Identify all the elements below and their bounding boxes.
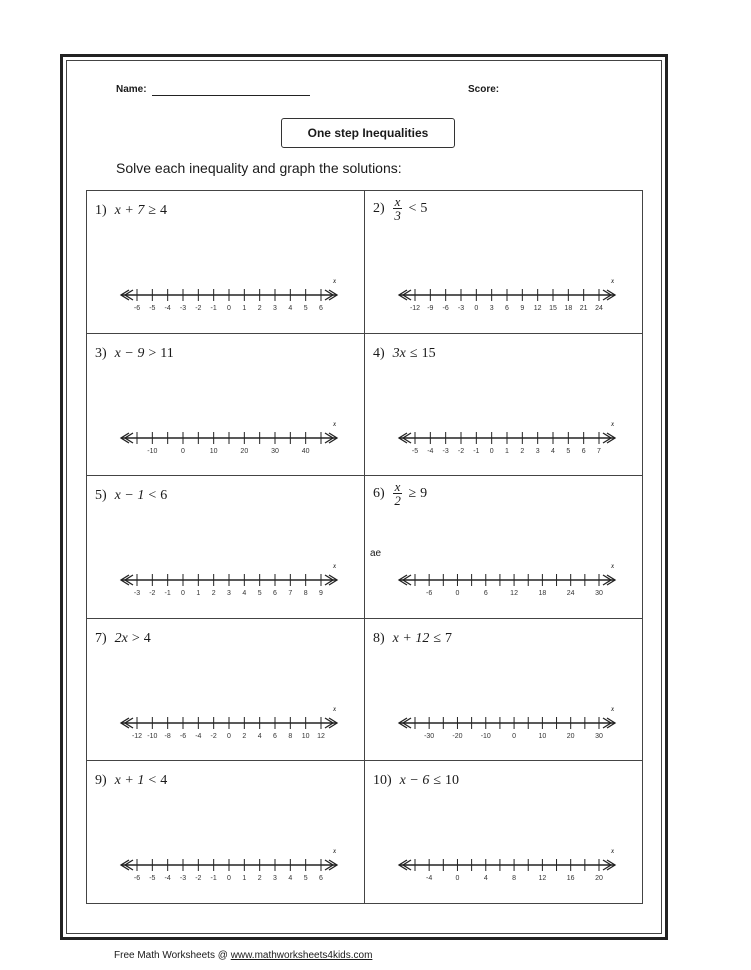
tick-label: 20: [595, 875, 603, 883]
tick-label: -10: [147, 447, 158, 455]
tick-label: 0: [455, 590, 460, 598]
number-line[interactable]: [109, 705, 349, 745]
tick-label: 8: [512, 875, 517, 883]
tick-label: 2: [211, 590, 216, 598]
tick-label: 4: [257, 732, 262, 740]
problem-number: 10): [373, 773, 392, 789]
inequality-operator: ≥: [148, 203, 157, 218]
problem-cell: [365, 476, 642, 619]
tick-label: 5: [303, 305, 308, 312]
tick-label: 6: [319, 305, 323, 312]
tick-label: -3: [179, 875, 187, 883]
lhs-expression: x + 7: [114, 203, 145, 218]
tick-label: 3: [489, 305, 494, 312]
tick-label: 6: [273, 590, 277, 598]
number-line[interactable]: [387, 705, 627, 745]
tick-label: 6: [273, 732, 277, 740]
tick-label: -1: [210, 305, 217, 312]
fraction-numerator: x: [394, 479, 401, 495]
tick-label: 7: [288, 590, 293, 598]
instructions-text: Solve each inequality and graph the solutions:: [116, 160, 402, 176]
worksheet-title: One step Inequalities: [281, 118, 455, 148]
fraction-numerator: x: [394, 194, 401, 209]
tick-label: 12: [538, 875, 547, 883]
tick-label: 10: [301, 732, 310, 740]
problem-number: 5): [95, 488, 107, 504]
tick-label: 0: [489, 447, 494, 455]
tick-label: -4: [164, 305, 171, 312]
tick-label: -2: [195, 305, 202, 312]
tick-label: 0: [181, 447, 185, 455]
tick-label: 10: [209, 447, 218, 455]
tick-label: 18: [538, 590, 547, 598]
tick-label: 12: [533, 305, 542, 312]
problem-cell: [365, 191, 642, 334]
number-line[interactable]: [109, 562, 349, 602]
axis-variable-label: x: [611, 847, 615, 856]
tick-label: -2: [195, 875, 202, 883]
lhs-expression: x + 1: [114, 773, 145, 789]
number-line[interactable]: [387, 847, 627, 887]
tick-label: 4: [551, 447, 555, 455]
tick-label: 6: [483, 590, 488, 598]
tick-label: 3: [273, 305, 277, 312]
problem-number: 6): [373, 485, 385, 501]
tick-label: 2: [257, 875, 262, 883]
axis-variable-label: x: [333, 704, 337, 713]
problem-statement: [373, 346, 436, 362]
tick-label: 3: [227, 590, 231, 598]
tick-label: -8: [164, 732, 171, 740]
tick-label: 2: [520, 447, 525, 455]
tick-label: 0: [227, 732, 231, 740]
tick-label: -1: [210, 875, 217, 883]
tick-label: -3: [133, 590, 141, 598]
inequality-operator: ≤: [433, 773, 442, 789]
tick-label: -3: [179, 305, 187, 312]
tick-label: 1: [505, 447, 509, 455]
lhs-expression: x + 12: [392, 630, 430, 646]
rhs-value: 5: [420, 200, 428, 216]
tick-label: 30: [271, 447, 279, 455]
fraction-denominator: 2: [394, 493, 401, 509]
tick-label: -10: [147, 732, 158, 740]
number-line[interactable]: [387, 562, 627, 602]
problem-statement: [373, 195, 427, 222]
rhs-value: 7: [445, 630, 453, 646]
problem-statement: [95, 346, 174, 362]
number-line[interactable]: [387, 277, 627, 317]
tick-label: 7: [597, 447, 601, 455]
tick-label: 0: [227, 875, 231, 883]
tick-label: 1: [242, 875, 247, 883]
rhs-value: 4: [160, 203, 168, 218]
stray-handwritten-mark: ae: [370, 548, 382, 559]
number-line[interactable]: [387, 420, 627, 460]
problem-cell: [365, 619, 642, 762]
tick-label: 18: [564, 305, 573, 312]
problem-statement: [95, 488, 167, 504]
tick-label: 6: [505, 305, 509, 312]
tick-label: 10: [538, 732, 547, 740]
rhs-value: 9: [420, 485, 428, 501]
problem-statement: [373, 631, 452, 647]
problem-number: 8): [373, 630, 385, 646]
problem-number: 2): [373, 200, 385, 216]
problem-number: 7): [95, 630, 107, 646]
problem-cell: [87, 334, 365, 477]
tick-label: -1: [473, 447, 480, 455]
lhs-expression: x − 6: [399, 773, 430, 789]
tick-label: 24: [566, 590, 575, 598]
inequality-operator: ≤: [433, 630, 442, 646]
number-line[interactable]: [109, 420, 349, 460]
tick-label: -20: [452, 732, 463, 740]
problem-statement: [95, 631, 151, 647]
tick-label: -12: [131, 732, 143, 740]
footer-prefix: Free Math Worksheets @: [114, 950, 228, 961]
tick-label: -10: [480, 732, 491, 740]
tick-label: 20: [566, 732, 575, 740]
tick-label: 3: [535, 447, 540, 455]
rhs-value: 15: [421, 345, 436, 361]
tick-label: -6: [442, 305, 449, 312]
tick-label: 30: [595, 732, 603, 740]
problem-number: 9): [95, 773, 107, 789]
axis-variable-label: x: [611, 277, 615, 285]
inequality-operator: <: [148, 488, 157, 504]
tick-label: 24: [595, 305, 603, 312]
tick-label: 0: [474, 305, 479, 312]
tick-label: 20: [240, 447, 249, 455]
tick-label: 0: [455, 875, 460, 883]
tick-label: 1: [242, 305, 247, 312]
lhs-expression: 2x: [114, 630, 128, 646]
tick-label: 12: [510, 590, 518, 598]
tick-label: -1: [164, 590, 171, 598]
tick-label: -5: [411, 447, 419, 455]
inequality-operator: <: [408, 200, 417, 216]
tick-label: 4: [483, 875, 488, 883]
tick-label: -9: [427, 305, 434, 312]
problem-number: 3): [95, 345, 107, 361]
tick-label: -5: [149, 305, 156, 312]
score-label: Score:: [468, 84, 500, 95]
tick-label: -3: [457, 305, 465, 312]
tick-label: -2: [210, 732, 217, 740]
rhs-value: 6: [160, 488, 168, 504]
tick-label: -2: [149, 590, 156, 598]
footer-link[interactable]: www.mathworksheets4kids.com: [230, 950, 373, 961]
tick-label: 30: [595, 590, 603, 598]
axis-variable-label: x: [333, 277, 337, 285]
tick-label: 16: [566, 875, 575, 883]
problem-statement: [373, 480, 427, 507]
number-line[interactable]: [109, 277, 349, 317]
fraction-denominator: 3: [394, 208, 401, 223]
problem-cell: [87, 476, 365, 619]
axis-variable-label: x: [333, 419, 337, 428]
tick-label: 8: [303, 590, 308, 598]
tick-label: 9: [520, 305, 525, 312]
rhs-value: 4: [143, 630, 151, 646]
problem-cell: [87, 619, 365, 762]
rhs-value: 11: [160, 345, 174, 361]
problem-statement: [373, 773, 459, 789]
tick-label: 21: [579, 305, 588, 312]
rhs-value: 10: [445, 773, 460, 789]
tick-label: 15: [549, 305, 557, 312]
fraction: [393, 480, 403, 507]
tick-label: 5: [257, 590, 262, 598]
tick-label: 4: [242, 590, 247, 598]
axis-variable-label: x: [611, 704, 615, 713]
axis-variable-label: x: [611, 562, 615, 571]
problem-cell: [365, 334, 642, 477]
tick-label: 2: [242, 732, 247, 740]
tick-label: -6: [133, 875, 141, 883]
tick-label: -6: [133, 305, 141, 312]
tick-label: -6: [426, 590, 433, 598]
inequality-operator: >: [131, 630, 140, 646]
problem-grid: [86, 190, 643, 904]
tick-label: -30: [424, 732, 435, 740]
problem-cell: [365, 761, 642, 904]
tick-label: 3: [273, 875, 277, 883]
inequality-operator: ≥: [408, 485, 417, 501]
inequality-operator: >: [148, 345, 157, 361]
axis-variable-label: x: [333, 847, 337, 856]
tick-label: -5: [149, 875, 156, 883]
problem-statement: [95, 773, 167, 789]
problem-number: 4): [373, 345, 385, 361]
tick-label: -4: [426, 875, 433, 883]
rhs-value: 4: [160, 773, 168, 789]
tick-label: 0: [227, 305, 231, 312]
axis-variable-label: x: [333, 562, 337, 571]
tick-label: 1: [196, 590, 201, 598]
axis-variable-label: x: [611, 419, 615, 428]
fraction: [393, 195, 403, 222]
tick-label: 40: [301, 447, 310, 455]
tick-label: 4: [288, 875, 293, 883]
tick-label: 6: [319, 875, 323, 883]
number-line[interactable]: [109, 847, 349, 887]
tick-label: -6: [179, 732, 187, 740]
tick-label: 6: [581, 447, 586, 455]
problem-cell: [87, 191, 365, 334]
footer: [114, 950, 372, 961]
tick-label: -4: [427, 447, 434, 455]
tick-label: -2: [457, 447, 465, 455]
problem-cell: [87, 761, 365, 904]
tick-label: 2: [257, 305, 262, 312]
lhs-expression: x − 1: [114, 488, 145, 504]
lhs-expression: 3x: [392, 345, 406, 361]
tick-label: -4: [195, 732, 202, 740]
tick-label: 5: [566, 447, 571, 455]
problem-number: 1): [95, 203, 107, 218]
lhs-expression: x − 9: [114, 345, 145, 361]
name-field-line[interactable]: [152, 95, 310, 96]
tick-label: 0: [512, 732, 517, 740]
tick-label: 4: [288, 305, 293, 312]
tick-label: 5: [303, 875, 308, 883]
tick-label: 12: [317, 732, 325, 740]
tick-label: 9: [319, 590, 323, 598]
tick-label: -3: [442, 447, 449, 455]
tick-label: -12: [409, 305, 421, 312]
tick-label: -4: [164, 875, 171, 883]
inequality-operator: ≤: [409, 345, 418, 361]
tick-label: 0: [181, 590, 185, 598]
problem-statement: [95, 203, 167, 219]
name-label: Name:: [116, 84, 147, 95]
inequality-operator: <: [148, 773, 157, 789]
tick-label: 8: [288, 732, 293, 740]
